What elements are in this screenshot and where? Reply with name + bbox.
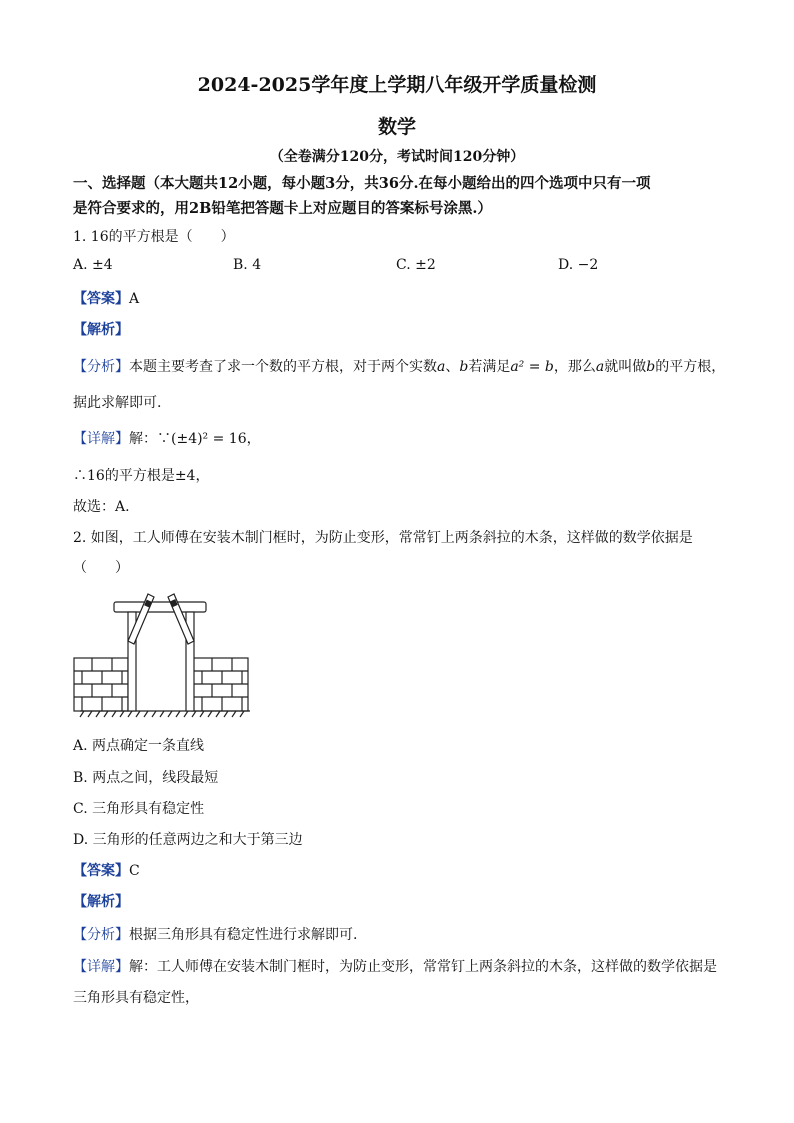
q2-option-d: D. 三角形的任意两边之和大于第三边 — [73, 832, 303, 848]
right-brick-wall — [192, 658, 248, 711]
left-brick-wall — [74, 658, 128, 711]
q2-option-b: B. 两点之间，线段最短 — [73, 770, 219, 786]
answer-tag: 【答案】 — [73, 291, 129, 307]
answer-tag: 【答案】 — [73, 863, 129, 879]
q2-answer — [73, 860, 140, 880]
q2-stem-line2: （ ） — [73, 560, 129, 576]
fenxi-text-a: 本题主要考查了求一个数的平方根，对于两个实数 — [129, 359, 437, 375]
answer-value: A — [129, 291, 140, 307]
detail-tag: 【详解】 — [73, 959, 129, 975]
q1-option-b: B. 4 — [233, 257, 262, 273]
q1-fenxi — [73, 356, 725, 376]
detail-tag: 【详解】 — [73, 431, 129, 447]
detail-text: 解：∵(±4)² = 16， — [129, 431, 261, 447]
q1-option-a: A. ±4 — [73, 257, 113, 273]
var-b: b — [459, 359, 469, 375]
var-a: a — [437, 359, 446, 375]
q2-option-c: C. 三角形具有稳定性 — [73, 801, 205, 817]
q2-detail — [73, 956, 717, 976]
fenxi-text-c: ，那么 — [553, 359, 596, 375]
q2-detail-line2: 三角形具有稳定性， — [73, 990, 199, 1006]
q1-option-c: C. ±2 — [396, 257, 436, 273]
fenxi-tag: 【分析】 — [73, 927, 129, 943]
fenxi-tag: 【分析】 — [73, 359, 129, 375]
q2-fenxi — [73, 924, 357, 944]
door-frame-figure — [72, 588, 252, 720]
exam-subject: 数学 — [377, 116, 416, 138]
q1-answer — [73, 288, 139, 308]
fenxi-text-e: 的平方根， — [655, 359, 726, 375]
q2-analysis-tag — [73, 891, 129, 911]
sep: 、 — [445, 359, 460, 375]
var-b-2: b — [646, 359, 656, 375]
q1-therefore: ∴16的平方根是±4， — [73, 468, 210, 484]
ground-hatch — [80, 711, 244, 717]
fenxi-text-b: 若满足 — [468, 359, 511, 375]
q1-detail — [73, 428, 261, 448]
analysis-tag: 【解析】 — [73, 894, 129, 910]
fenxi-text: 根据三角形具有稳定性进行求解即可. — [129, 927, 358, 943]
q1-choose: 故选：A. — [73, 499, 130, 515]
q1-option-d: D. −2 — [558, 257, 599, 273]
analysis-tag: 【解析】 — [73, 322, 129, 338]
exam-title: 2024-2025学年度上学期八年级开学质量检测 — [197, 74, 597, 96]
section-heading-line1: 一、选择题（本大题共12小题，每小题3分，共36分.在每小题给出的四个选项中只有一项 — [73, 175, 651, 192]
var-a-2: a — [595, 359, 605, 375]
q2-option-a: A. 两点确定一条直线 — [73, 738, 205, 754]
answer-value: C — [129, 863, 140, 879]
q2-stem-line1: 2. 如图，工人师傅在安装木制门框时，为防止变形，常常钉上两条斜拉的木条，这样做的数学依据是 — [73, 530, 693, 546]
equation: a² = b — [510, 359, 554, 375]
q1-stem: 1. 16的平方根是（ ） — [73, 229, 235, 245]
q1-fenxi-line2: 据此求解即可. — [73, 395, 162, 411]
exam-info: （全卷满分120分，考试时间120分钟） — [269, 149, 525, 165]
fenxi-text-d: 就叫做 — [604, 359, 647, 375]
q1-analysis-tag — [73, 319, 129, 339]
detail-text: 解：工人师傅在安装木制门框时，为防止变形，常常钉上两条斜拉的木条，这样做的数学依据是 — [129, 959, 717, 975]
door-frame — [114, 602, 206, 711]
section-heading-line2: 是符合要求的，用2B铅笔把答题卡上对应题目的答案标号涂黑.） — [73, 200, 492, 217]
